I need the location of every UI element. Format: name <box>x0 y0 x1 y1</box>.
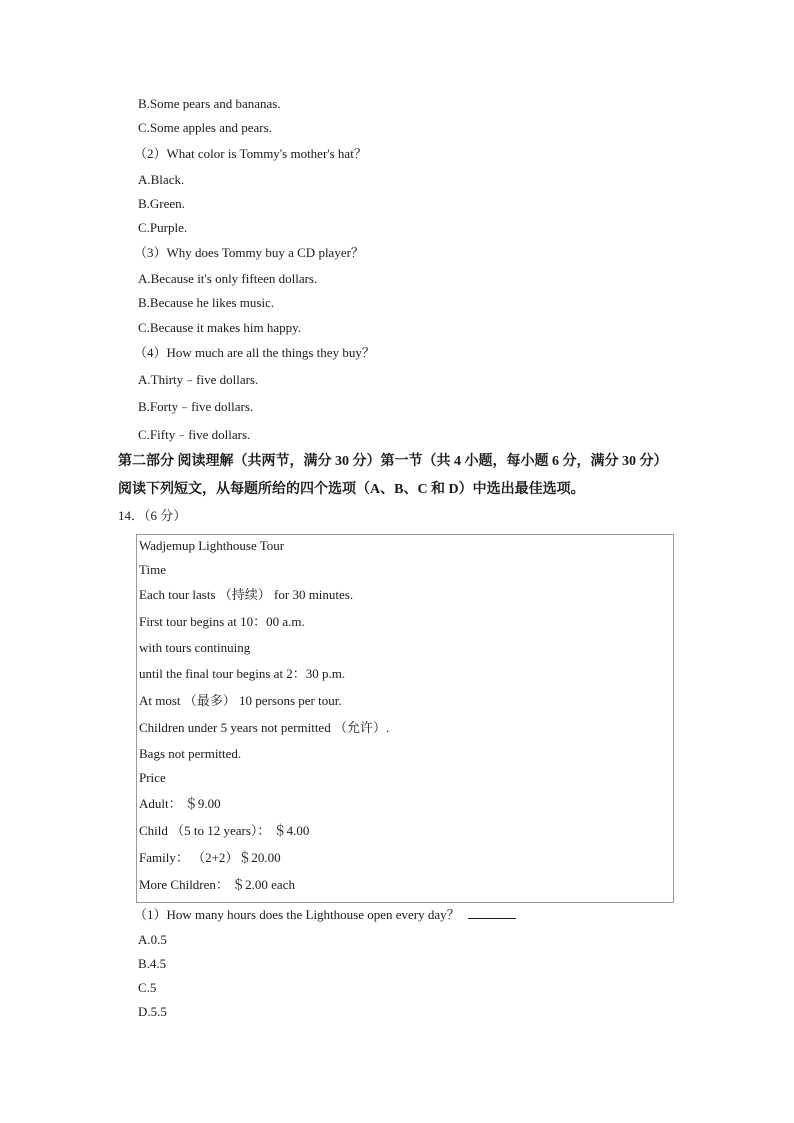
option-c: C.Fifty﹣five dollars. <box>138 427 251 442</box>
passage-line: until the final tour begins at 2：30 p.m. <box>139 666 346 681</box>
passage-line: Bags not permitted. <box>139 746 242 761</box>
question-4: （4）How much are all the things they buy？ <box>134 345 375 360</box>
option-a: A.0.5 <box>138 932 167 947</box>
option-a: A.Thirty﹣five dollars. <box>138 372 259 387</box>
question-1 <box>134 906 516 923</box>
section-instruction: 阅读下列短文，从每题所给的四个选项（A、B、C 和 D）中选出最佳选项。 <box>118 482 585 497</box>
passage-line: Children under 5 years not permitted （允许）. <box>139 720 390 735</box>
passage-line: More Children： ＄2.00 each <box>139 877 295 892</box>
passage-line: with tours continuing <box>139 640 251 655</box>
option-b: B.Because he likes music. <box>138 295 275 310</box>
passage-line: First tour begins at 10：00 a.m. <box>139 614 305 629</box>
option-c: C.Some apples and pears. <box>138 120 272 135</box>
option-d: D.5.5 <box>138 1004 167 1019</box>
option-c: C.5 <box>138 980 157 995</box>
passage-title: Wadjemup Lighthouse Tour <box>139 538 285 553</box>
passage-line: Price <box>139 770 166 785</box>
option-a: A.Black. <box>138 172 185 187</box>
passage-line: Family： （2+2）＄20.00 <box>139 850 281 865</box>
passage-line: Child （5 to 12 years）： ＄4.00 <box>139 823 310 838</box>
option-a: A.Because it's only fifteen dollars. <box>138 271 318 286</box>
option-b: B.Forty﹣five dollars. <box>138 399 254 414</box>
option-b: B.Some pears and bananas. <box>138 96 281 111</box>
question-number: 14．（6 分） <box>118 508 187 523</box>
section-heading: 第二部分 阅读理解（共两节，满分 30 分）第一节（共 4 小题，每小题 6 分，满分 30 分） <box>118 454 668 469</box>
option-c: C.Because it makes him happy. <box>138 320 302 335</box>
question-2: （2）What color is Tommy's mother's hat？ <box>134 146 367 161</box>
passage-line: Each tour lasts （持续） for 30 minutes. <box>139 587 354 602</box>
question-3: （3）Why does Tommy buy a CD player？ <box>134 245 364 260</box>
option-b: B.Green. <box>138 196 185 211</box>
option-b: B.4.5 <box>138 956 167 971</box>
passage-box <box>136 534 674 903</box>
answer-blank[interactable] <box>468 906 516 919</box>
passage-line: Adult： ＄9.00 <box>139 796 221 811</box>
question-text: （1）How many hours does the Lighthouse open every day？ <box>134 907 460 922</box>
passage-line: At most （最多） 10 persons per tour. <box>139 693 342 708</box>
passage-line: Time <box>139 562 166 577</box>
option-c: C.Purple. <box>138 220 188 235</box>
